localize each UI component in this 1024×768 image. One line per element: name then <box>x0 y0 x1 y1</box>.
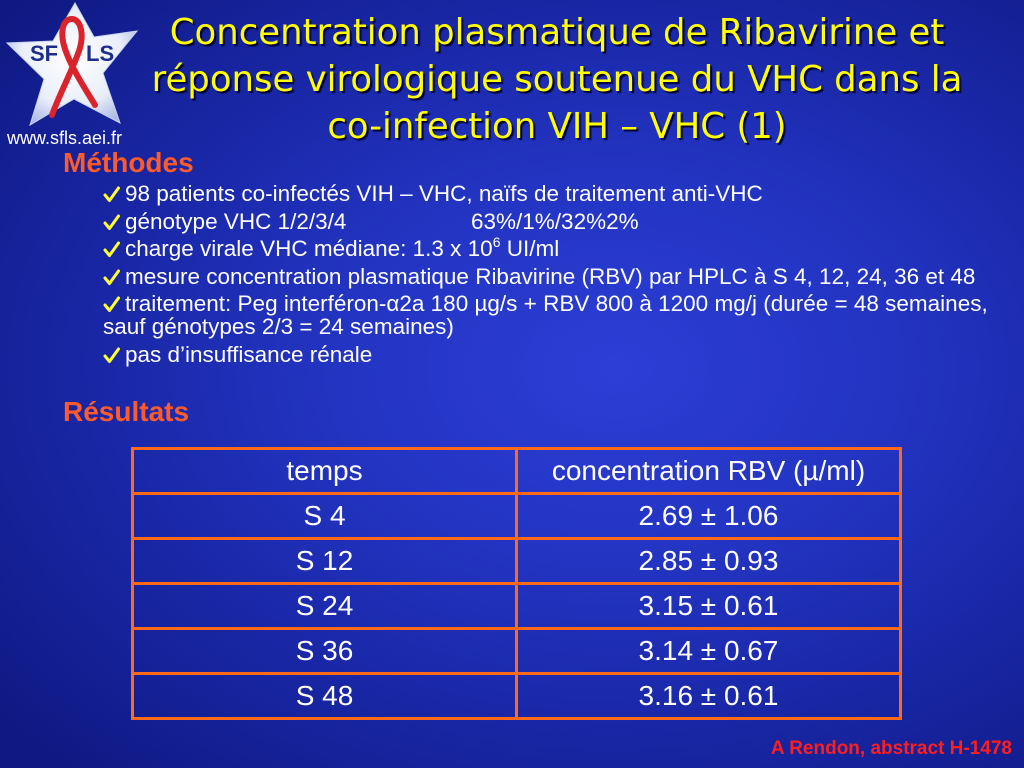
genotype-distribution: 63%/1%/32%2% <box>471 208 639 234</box>
column-header-concentration: concentration RBV (µ/ml) <box>517 449 901 494</box>
list-item <box>0 210 1020 233</box>
table-cell-time: S 24 <box>133 584 517 629</box>
title-line: Concentration plasmatique de Ribavirine et <box>169 12 945 53</box>
table-row <box>133 539 901 584</box>
table-cell-time: S 4 <box>133 494 517 539</box>
slide-title <box>120 9 994 150</box>
list-item <box>0 265 1020 288</box>
bullet-text: charge virale VHC médiane: 1.3 x 10 <box>125 236 493 261</box>
checkmark-icon <box>103 241 120 258</box>
list-item <box>0 234 1020 261</box>
title-line: co-infection VIH – VHC (1) <box>327 106 787 147</box>
bullet-text: 98 patients co-infectés VIH – VHC, naïfs de traitement anti-VHC <box>125 181 763 206</box>
exponent: 6 <box>492 234 501 250</box>
logo-url: www.sfls.aei.fr <box>7 128 123 148</box>
table-row <box>133 629 901 674</box>
checkmark-icon <box>103 186 120 203</box>
unit-text: UI/ml <box>500 236 560 261</box>
table-cell-concentration: 3.16 ± 0.61 <box>517 674 901 719</box>
checkmark-icon <box>103 347 120 364</box>
checkmark-icon <box>103 269 120 286</box>
list-item <box>0 182 1020 205</box>
results-heading: Résultats <box>63 396 190 427</box>
sfls-logo <box>0 0 140 152</box>
table-row <box>133 584 901 629</box>
checkmark-icon <box>103 214 120 231</box>
table-cell-concentration: 3.15 ± 0.61 <box>517 584 901 629</box>
list-item <box>0 343 1020 366</box>
bullet-text: mesure concentration plasmatique Ribavirine (RBV) par HPLC à S 4, 12, 24, 36 et 48 <box>125 263 976 289</box>
table-header-row <box>133 449 901 494</box>
methods-heading: Méthodes <box>63 147 194 178</box>
list-item <box>0 292 1020 338</box>
table-cell-time: S 12 <box>133 539 517 584</box>
checkmark-icon <box>103 296 120 313</box>
table-row <box>133 674 901 719</box>
table-cell-time: S 36 <box>133 629 517 674</box>
source-citation: A Rendon, abstract H-1478 <box>770 738 1012 759</box>
methods-list <box>0 182 1020 370</box>
table-cell-concentration: 3.14 ± 0.67 <box>517 629 901 674</box>
column-header-time: temps <box>133 449 517 494</box>
title-line: réponse virologique soutenue du VHC dans la <box>151 59 963 100</box>
logo-text-left: SF <box>30 41 59 66</box>
logo-text-right: LS <box>86 41 115 66</box>
bullet-text: traitement: Peg interféron-α2a 180 µg/s + RBV 800 à 1200 mg/j (durée = 48 semaines, sauf génotypes 2/3 = 24 semaines) <box>103 291 988 339</box>
table-cell-time: S 48 <box>133 674 517 719</box>
table-cell-concentration: 2.69 ± 1.06 <box>517 494 901 539</box>
table-cell-concentration: 2.85 ± 0.93 <box>517 539 901 584</box>
table-row <box>133 494 901 539</box>
bullet-text: génotype VHC 1/2/3/4 <box>125 208 347 234</box>
bullet-text: pas d’insuffisance rénale <box>125 341 373 367</box>
results-table <box>131 447 902 720</box>
